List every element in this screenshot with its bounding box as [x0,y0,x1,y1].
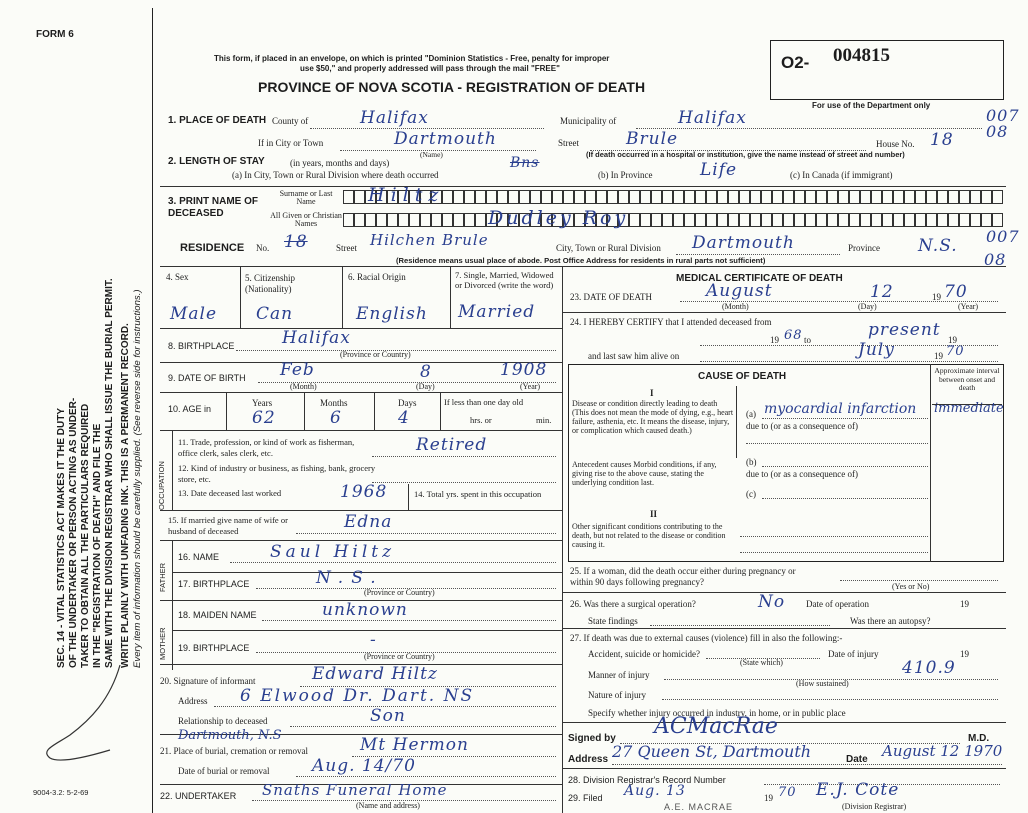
name-caption: (Name) [420,150,443,159]
attended-to-value: present [868,320,941,340]
surgical-label: 26. Was there a surgical operation? [570,599,696,609]
residence-note: (Residence means usual place of abode. Post Office Address for residents in rural parts not sufficient) [396,256,766,265]
injury-year-prefix: 19 [960,649,969,659]
letter-box [827,190,838,204]
mother-birthplace-value: - [370,630,377,650]
letter-box [662,190,673,204]
municipality-value: Halifax [678,108,747,128]
age-months-value: 6 [330,408,342,428]
attended-from-value: 68 [784,328,803,343]
residence-street-value: Hilchen Brule [370,231,489,249]
cause-a-value: myocardial infarction [764,401,917,417]
min-label: min. [536,415,552,425]
mother-birthplace-label: 19. BIRTHPLACE [178,643,250,653]
letter-box [739,213,750,227]
q27-label: 27. If death was due to external causes (violence) fill in also the following:- [570,633,843,643]
letter-box [728,213,739,227]
letter-box [464,190,475,204]
letter-box [684,213,695,227]
letter-box [453,213,464,227]
side-instruction-4: IN THE "REGISTRATION OF DEATH" AND FILE THE [92,423,103,668]
state-which-caption: (State which) [740,658,783,667]
q28-label: 28. Division Registrar's Record Number [568,775,726,785]
side-instruction-5: SAME WITH THE DIVISION REGISTRAR WHO SHALL ISSUE THE BURIAL PERMIT. [104,278,115,668]
print-name-label: 3. PRINT NAME OF DECEASED [168,196,259,219]
letter-box [893,213,904,227]
q29-label: 29. Filed [568,793,603,803]
burial-place-value: Mt Hermon [360,735,469,755]
office-mark-007b: 007 [986,227,1020,246]
letter-box [992,213,1003,227]
age-years-value: 62 [252,408,276,428]
surname-label: Surname or Last Name [279,189,333,206]
letter-box [651,213,662,227]
form-title: PROVINCE OF NOVA SCOTIA - REGISTRATION OF DEATH [258,79,646,95]
letter-box [849,190,860,204]
street-label: Street [558,138,579,148]
disease-label: Disease or condition directly leading to death (This does not mean the mode of dying, e.g., heart failure, asthenia, etc. It means the disease, injury, or complication which caused death.) [572,399,734,436]
letter-box [981,213,992,227]
birthplace-label: 8. BIRTHPLACE [168,341,235,351]
letter-box [343,190,354,204]
father-side-label: FATHER [158,562,167,592]
father-birthplace-caption: (Province or Country) [364,588,435,597]
letter-box [948,213,959,227]
dob-month-caption: (Month) [290,382,317,391]
letter-box [772,213,783,227]
residence-province-value: N.S. [918,236,958,256]
side-instruction-3: TAKER TO OBTAIN ALL THE PARTICULARS REQUIRED [80,403,91,668]
letter-box [761,213,772,227]
letter-box [629,190,640,204]
office-mark-08a: 08 [986,122,1009,141]
undertaker-label: 22. UNDERTAKER [160,791,237,801]
municipality-label: Municipality of [560,116,617,126]
other-significant-label: Other significant conditions contributing to the death, but not related to the disease or condition causing it. [572,522,726,550]
letter-box [541,190,552,204]
informant-label: 20. Signature of informant [160,676,256,686]
letter-box [365,213,376,227]
date-operation-label: Date of operation [806,599,869,609]
dob-day-caption: (Day) [416,382,435,391]
part-i-label: I [650,388,654,398]
certify-label: 24. I HEREBY CERTIFY that I attended deceased from [570,317,772,327]
father-name-value: Saul Hiltz [270,542,396,562]
hospital-note: (If death occurred in a hospital or institution, give the name instead of street and number) [586,150,905,159]
letter-box [750,213,761,227]
letter-box [508,190,519,204]
letter-box [739,190,750,204]
death-day-caption: (Day) [858,302,877,311]
letter-box [706,213,717,227]
letter-box [871,190,882,204]
letter-box [838,213,849,227]
informant-value: Edward Hiltz [312,664,438,684]
age-label: 10. AGE in [168,404,212,414]
months-label: Months [320,398,348,408]
house-no-value: 18 [930,130,954,150]
letter-box [893,190,904,204]
letter-box [783,190,794,204]
mother-maiden-label: 18. MAIDEN NAME [178,610,257,620]
md-date-label: Date [846,754,868,765]
cause-b-marker: (b) [746,457,757,467]
yes-no-caption: (Yes or No) [892,582,930,591]
registrar-stamp: A.E. MACRAE [664,802,734,812]
letter-box [915,213,926,227]
letter-box [915,190,926,204]
letter-box [860,190,871,204]
birthplace-caption: (Province or Country) [340,350,411,359]
letter-box [750,190,761,204]
marital-label: 7. Single, Married, Widowed or Divorced (write the word) [455,270,554,290]
date-of-death-label: 23. DATE OF DEATH [570,292,652,302]
form-code: 9004-3.2: 5-2-69 [33,788,89,797]
stay-city-value: Bns [510,155,540,171]
letter-box [574,190,585,204]
death-day-value: 12 [870,282,894,302]
letter-box [981,190,992,204]
side-instruction-1: SEC. 14 - VITAL STATISTICS ACT MAKES IT THE DUTY [56,407,67,668]
residence-city-value: Dartmouth [692,233,795,253]
residence-no-label: No. [256,243,270,253]
city-label: If in City or Town [258,138,324,148]
side-instruction-7: Every item of information should be carefully supplied. (See reverse side for instructions.) [132,289,143,668]
letter-box [794,190,805,204]
death-year-value: 70 [944,282,968,302]
letter-box [442,213,453,227]
death-month-caption: (Month) [722,302,749,311]
letter-box [717,190,728,204]
father-name-label: 16. NAME [178,552,220,562]
county-value: Halifax [360,108,429,128]
date-injury-label: Date of injury [828,649,879,659]
less-than-day-label: If less than one day old [444,397,524,407]
letter-box [431,213,442,227]
header-note-2: use $50," and properly addressed will pass through the mail "FREE" [300,64,560,73]
hrs-label: hrs. or [470,415,492,425]
letter-box [497,190,508,204]
letter-box [992,190,1003,204]
death-month-value: August [706,281,773,301]
letter-box [387,213,398,227]
mother-maiden-value: unknown [322,600,408,620]
surgical-value: No [758,592,786,612]
letter-box [970,213,981,227]
part-ii-label: II [650,509,658,519]
q25-label: 25. If a woman, did the death occur either during pregnancy or within 90 days following pregnancy? [570,566,796,587]
burial-date-label: Date of burial or removal [178,766,270,776]
dept-use-note: For use of the Department only [812,101,931,110]
birthplace-value: Halifax [282,328,351,348]
cause-c-marker: (c) [746,489,756,499]
letter-box [409,213,420,227]
how-sustained-caption: (How sustained) [796,679,849,688]
letter-box [805,190,816,204]
attended-from-prefix: 19 [770,335,779,345]
letter-box [673,213,684,227]
letter-box [970,190,981,204]
nature-label: Nature of injury [588,690,646,700]
residence-province-label: Province [848,243,880,253]
letter-box [948,190,959,204]
stay-province-value: Life [700,160,738,180]
letter-box [860,213,871,227]
burial-date-value: Aug. 14/70 [312,756,416,776]
letter-box [882,213,893,227]
dob-year-caption: (Year) [520,382,541,391]
letter-box [882,190,893,204]
letter-box [816,213,827,227]
racial-origin-label: 6. Racial Origin [348,272,406,282]
last-saw-label: and last saw him alive on [588,351,680,361]
letter-box [684,190,695,204]
letter-box [794,213,805,227]
manner-label: Manner of injury [588,670,650,680]
medical-certificate-title: MEDICAL CERTIFICATE OF DEATH [676,273,843,284]
letter-box [926,213,937,227]
letter-box [959,213,970,227]
office-mark-007a: 007 [986,106,1020,125]
stat-code-value: 410.9 [902,658,956,678]
sex-label: 4. Sex [166,272,189,282]
letter-box [937,190,948,204]
letter-box [475,190,486,204]
md-date-value: August 12 1970 [882,742,1003,760]
undertaker-value: Snaths Funeral Home [262,781,448,799]
wife-label: 15. If married give name of wife or husband of deceased [168,515,288,536]
accident-label: Accident, suicide or homicide? [588,649,700,659]
letter-box [717,213,728,227]
due-to-label-1: due to (or as a consequence of) [746,421,858,431]
racial-origin-value: English [356,304,428,324]
letter-box [530,190,541,204]
letter-box [376,213,387,227]
death-year-prefix: 19 [932,292,941,302]
filed-year-value: 70 [778,785,797,800]
last-saw-year-prefix: 19 [934,351,943,361]
death-year-caption: (Year) [958,302,979,311]
letter-box [552,190,563,204]
trade-label: 11. Trade, profession, or kind of work as fisherman, office clerk, sales clerk, etc. [178,437,355,458]
letter-box [475,213,486,227]
years-label: Years [252,398,273,408]
letter-box [519,190,530,204]
letter-box [420,213,431,227]
letter-box [959,190,970,204]
margin-rule [152,8,153,813]
reg-prefix: O2- [781,53,810,72]
letter-box [937,213,948,227]
letter-box [695,213,706,227]
informant-address-value: 6 Elwood Dr. Dart. NS [240,686,475,706]
dob-day-value: 8 [420,362,432,382]
interval-a-value: immediate [934,401,1004,416]
attended-to-label: to [804,335,812,345]
father-birthplace-label: 17. BIRTHPLACE [178,579,250,589]
operation-year-prefix: 19 [960,599,969,609]
attended-to-year: 19 [948,335,957,345]
length-of-stay-label: 2. LENGTH OF STAY [168,156,265,167]
letter-box [871,213,882,227]
letter-box [640,190,651,204]
side-instruction-2: OF THE UNDERTAKER OR PERSON ACTING AS UNDER- [68,397,79,668]
margin-signature [30,660,140,770]
letter-box [453,190,464,204]
wife-value: Edna [344,512,393,532]
relationship-value: Son [370,706,406,726]
side-instruction-6: WRITE PLAINLY WITH UNFADING INK. THIS IS A PERMANENT RECORD. [120,323,131,668]
letter-box [805,213,816,227]
stay-province-label: (b) In Province [598,170,653,180]
letter-box [783,213,794,227]
letter-box [596,190,607,204]
age-days-value: 4 [398,408,410,428]
interval-label: Approximate interval between onset and death [934,366,1000,393]
letter-box [772,190,783,204]
signed-by-label: Signed by [568,733,616,744]
stay-city-label: (a) In City, Town or Rural Division where death occurred [232,170,439,180]
specify-label: Specify whether injury occurred in industry, in home, or in public place [588,708,846,718]
given-names-value: Dudley Roy [488,207,629,229]
cause-a-marker: (a) [746,409,756,419]
marital-value: Married [458,302,536,322]
mother-side-label: MOTHER [158,627,167,660]
citizenship-value: Can [256,304,294,324]
occupation-side-label: OCCUPATION [157,461,166,510]
burial-place-label: 21. Place of burial, cremation or removal [160,746,308,756]
dob-year-value: 1908 [500,360,548,380]
letter-box [486,190,497,204]
antecedent-label: Antecedent causes Morbid conditions, if any, giving rise to the above cause, stating the underlying condition last. [572,460,717,488]
house-no-label: House No. [876,139,915,149]
registrar-value: E.J. Cote [816,780,900,800]
days-label: Days [398,398,417,408]
form-number: FORM 6 [36,29,74,40]
div-registrar-caption: (Division Registrar) [842,802,907,811]
county-label: County of [272,116,309,126]
letter-box [343,213,354,227]
letter-box [398,213,409,227]
dob-month-value: Feb [280,360,315,380]
letter-box [904,190,915,204]
surname-value: Hiltz [368,184,445,206]
last-worked-label: 13. Date deceased last worked [178,488,282,498]
letter-box [563,190,574,204]
reg-number: 004815 [833,45,890,66]
md-address-label: Address [568,754,609,765]
letter-box [673,190,684,204]
mother-birthplace-caption: (Province or Country) [364,652,435,661]
place-of-death-label: 1. PLACE OF DEATH [168,115,267,126]
street-value: Brule [626,129,679,149]
letter-box [849,213,860,227]
state-findings-label: State findings [588,616,638,626]
residence-street-label: Street [336,243,357,253]
letter-box [629,213,640,227]
letter-box [640,213,651,227]
letter-box [838,190,849,204]
stay-units-label: (in years, months and days) [290,158,390,168]
trade-value: Retired [416,435,488,455]
letter-box [651,190,662,204]
letter-box [354,190,365,204]
last-saw-year-value: 70 [946,344,965,359]
md-label: M.D. [968,733,990,744]
letter-box [662,213,673,227]
industry-label: 12. Kind of industry or business, as fishing, bank, grocery store, etc. [178,463,376,484]
dob-label: 9. DATE OF BIRTH [168,373,246,383]
given-names-label: All Given or Christian Names [270,211,342,228]
letter-box [354,213,365,227]
letter-box [585,190,596,204]
letter-box [761,190,772,204]
letter-box [926,190,937,204]
letter-box [706,190,717,204]
relationship-label: Relationship to deceased [178,716,268,726]
last-worked-value: 1968 [340,482,388,502]
filed-year-prefix: 19 [764,793,773,803]
header-note-1: This form, if placed in an envelope, on which is printed "Dominion Statistics - Free, penalty for improper [214,54,610,63]
residence-label: RESIDENCE [180,242,245,254]
stay-canada-label: (c) In Canada (if immigrant) [790,170,893,180]
letter-box [827,213,838,227]
father-birthplace-value: N.S. [316,568,384,588]
residence-no-value: 18 [284,232,308,252]
letter-box [607,190,618,204]
signature-value: ACMacRae [654,714,778,739]
letter-box [904,213,915,227]
burial-town-value: Dartmouth, N.S [178,728,282,743]
letter-box [618,190,629,204]
cause-of-death-title: CAUSE OF DEATH [698,371,787,382]
total-years-label: 14. Total yrs. spent in this occupation [414,489,542,499]
letter-box [816,190,827,204]
citizenship-label: 5. Citizenship (Nationality) [245,273,295,294]
informant-address-label: Address [178,696,208,706]
md-address-value: 27 Queen St, Dartmouth [612,742,812,761]
filed-value: Aug. 13 [624,783,686,799]
letter-box [695,190,706,204]
undertaker-caption: (Name and address) [356,801,420,810]
letter-box [464,213,475,227]
letter-box [728,190,739,204]
registration-number-box [770,40,1004,100]
office-mark-08b: 08 [984,250,1007,269]
city-value: Dartmouth [394,129,497,149]
autopsy-label: Was there an autopsy? [850,616,931,626]
due-to-label-2: due to (or as a consequence of) [746,469,858,479]
sex-value: Male [170,304,218,324]
last-saw-value: July [858,340,895,360]
residence-city-label: City, Town or Rural Division [556,243,661,253]
